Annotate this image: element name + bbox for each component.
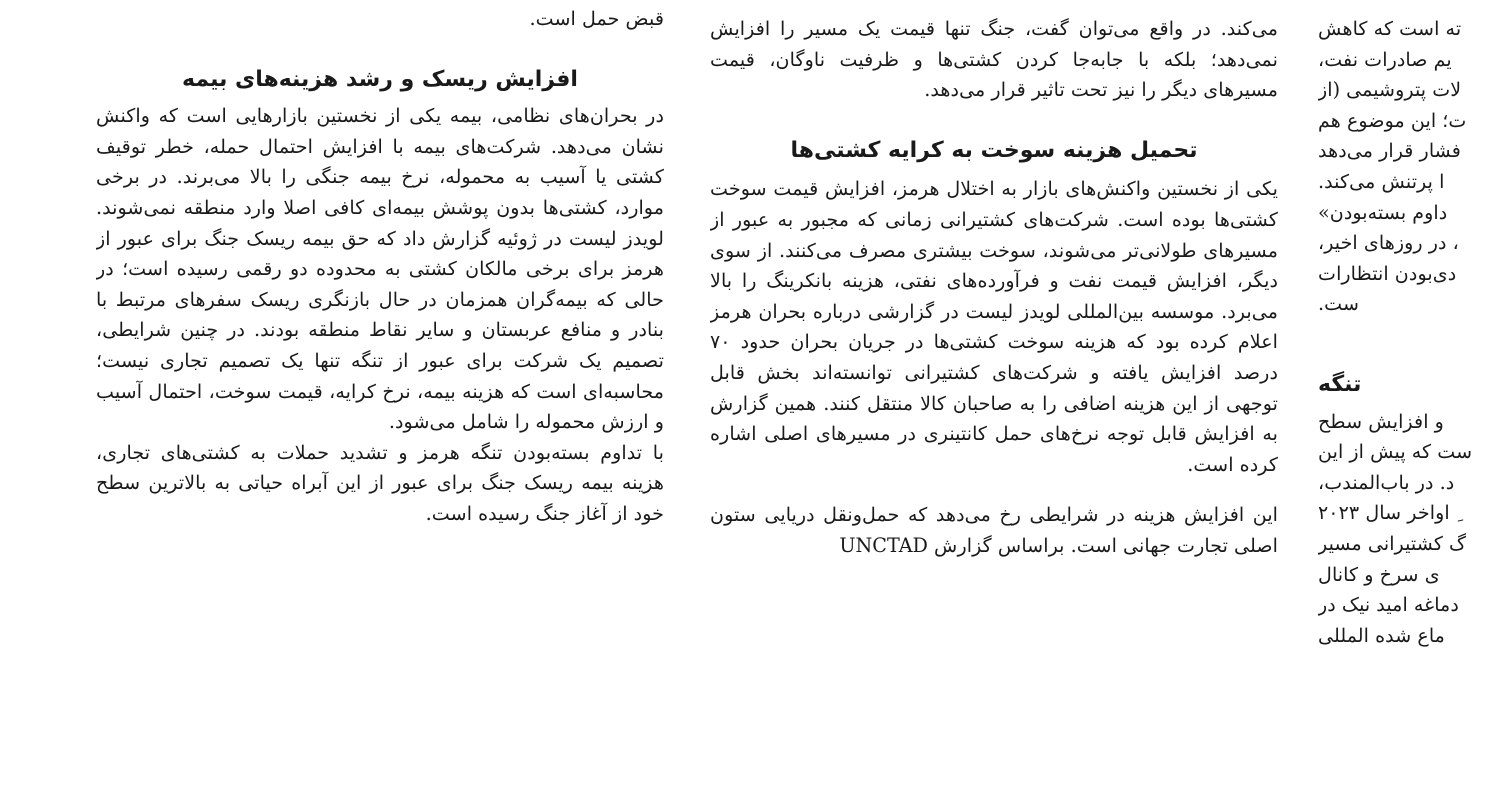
section-heading-fragment: تنگه: [1318, 371, 1362, 397]
text-line: و افزایش سطح: [1318, 409, 1444, 433]
paragraph: می‌کند. در واقع می‌توان گفت، جنگ تنها قیمت یک مسیر را افزایش نمی‌دهد؛ بلکه با جابه‌جا کردن کشتی‌ها و ظرفیت ناوگان، قیمت مسیرهای دیگر را نیز تحت تاثیر قرار می‌دهد.: [710, 17, 1278, 102]
section-heading-insurance: افزایش ریسک و رشد هزینه‌های بیمه: [182, 66, 578, 92]
text-line: د. در باب‌المندب،: [1318, 470, 1455, 494]
section-heading-fuel-cost: تحمیل هزینه سوخت به کرایه کشتی‌ها: [790, 137, 1198, 163]
text-line: ته است که کاهش: [1318, 17, 1462, 40]
text-line: ی سرخ و کانال: [1318, 562, 1440, 586]
text-line: دی‌بودن انتظارات: [1318, 261, 1457, 285]
article-column-left: [96, 0, 664, 797]
text-line: ، در روزهای اخیر،: [1318, 231, 1459, 255]
text-line: یم صادرات نفت،: [1318, 47, 1452, 71]
text-line: ِ اواخر سال ۲۰۲۳: [1318, 501, 1456, 525]
text-line: گ کشتیرانی مسیر: [1318, 531, 1467, 555]
text-line: ست.: [1318, 292, 1360, 316]
text-line: فشار قرار می‌دهد: [1318, 139, 1461, 163]
paragraph: این افزایش هزینه در شرایطی رخ می‌دهد که حمل‌ونقل دریایی ستون اصلی تجارت جهانی است. براساس گزارش UNCTAD: [710, 503, 1278, 557]
paragraph: با تداوم بسته‌بودن تنگه هرمز و تشدید حملات به کشتی‌های تجاری، هزینه بیمه ریسک جنگ برای عبور از این آبراه حیاتی به بالاترین سطح خود از آغاز جنگ رسیده است.: [96, 440, 664, 525]
article-column-middle: [710, 0, 1278, 797]
text-line: لات پتروشیمی (از: [1318, 78, 1462, 102]
text-line: ا پرتنش می‌کند.: [1318, 169, 1445, 193]
text-line: ت؛ این موضوع هم: [1318, 108, 1467, 132]
paragraph: یکی از نخستین واکنش‌های بازار به اختلال هرمز، افزایش قیمت سوخت کشتی‌ها بوده است. شرکت‌های کشتیرانی زمانی که مجبور به عبور از مسیرهای طولانی‌تر می‌شوند، سوخت بیشتری مصرف می‌کنند. از سوی دیگر، افزایش قیمت نفت و فرآورده‌های نفتی، هزینه بانکرینگ را بالا می‌برد. موسسه بین‌المللی لویدز لیست در گزارشی درباره بحران هرمز اعلام کرده بود که هزینه سوخت کشتی‌ها در جریان بحران حدود ۷۰ درصد افزایش یافته و شرکت‌های کشتیرانی توانسته‌اند بخش قابل توجهی از این هزینه اضافی را به صاحبان کالا منتقل کنند. همین گزارش به افزایش قابل توجه نرخ‌های حمل کانتینری در مسیرهای اصلی اشاره کرده است.: [710, 177, 1278, 476]
article-column-right: [1318, 0, 1500, 797]
paragraph-fragment: قبض حمل است.: [529, 7, 664, 30]
paragraph: در بحران‌های نظامی، بیمه یکی از نخستین بازارهایی است که واکنش نشان می‌دهد. شرکت‌های بیمه با افزایش احتمال حمله، خطر توقیف کشتی یا آسیب به محموله، نرخ بیمه جنگی را بالا می‌برند. در برخی موارد، کشتی‌ها بدون پوشش بیمه‌ای کافی اصلا وارد منطقه نمی‌شوند. لویدز لیست در ژوئیه گزارش داد که حق بیمه ریسک جنگ برای عبور از هرمز برای برخی مالکان کشتی به محدوده دو رقمی رسیده است؛ در حالی که بیمه‌گران همزمان در حال بازنگری ریسک سفرهای مرتبط با بنادر و منافع عربستان و سایر نقاط منطقه بودند. در چنین شرایطی، تصمیم یک شرکت برای عبور از تنگه تنها یک تصمیم تجاری نیست؛ محاسبه‌ای است که هزینه بیمه، نرخ کرایه، قیمت سوخت، احتمال آسیب و ارزش محموله را شامل می‌شود.: [96, 104, 664, 434]
text-line: ماع شده المللی: [1318, 623, 1445, 647]
text-line: ست که پیش از این: [1318, 440, 1473, 464]
text-line: دماغه امید نیک در: [1318, 593, 1459, 617]
text-line: داوم بسته‌بودن»: [1318, 200, 1448, 224]
